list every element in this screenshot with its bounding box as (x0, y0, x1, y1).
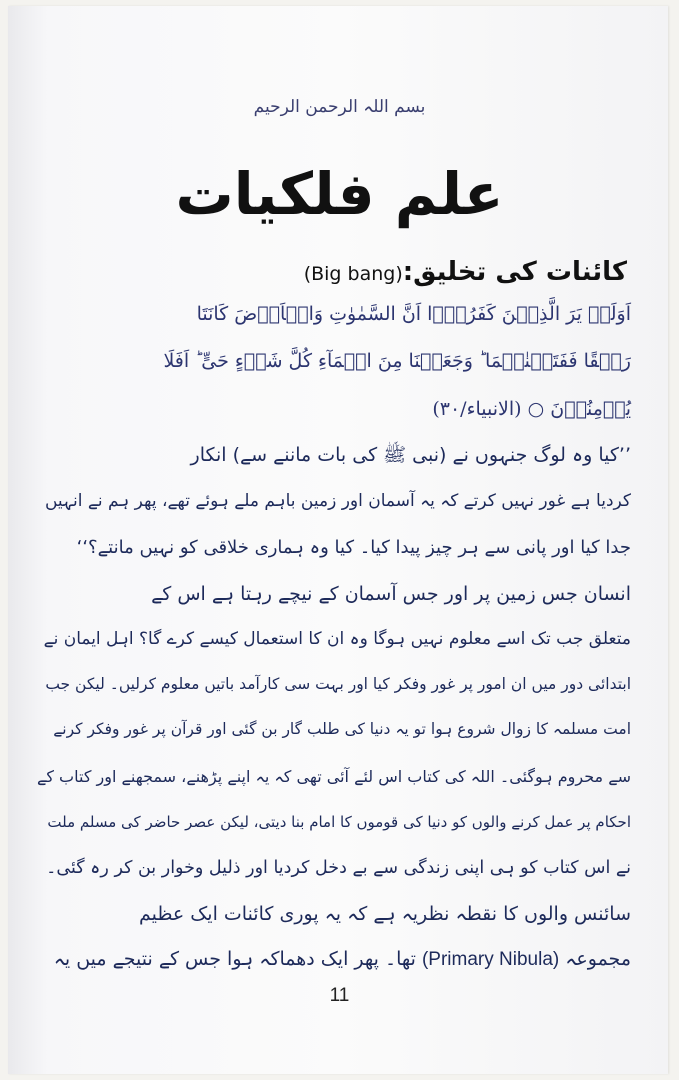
last-line-english: (Primary Nibula) (421, 949, 560, 970)
last-line-after: تھا۔ پھر ایک دھماکہ ہوا جس کے نتیجے میں یہ (53, 948, 416, 970)
verse-line-2: رَتۡقًا فَفَتَقۡنٰہُمَا ؕ وَجَعَلۡنَا مِنَ الۡمَآءِ کُلَّ شَیۡءٍ حَیٍّ ؕ اَفَلَا (163, 350, 631, 372)
page-title: علم فلکیات (175, 160, 504, 228)
body-line: متعلق جب تک اسے معلوم نہیں ہوگا وہ ان کا استعمال کیسے کرے گا؟ اہل ایمان نے (43, 629, 631, 649)
subheading-english: (Big bang) (303, 263, 403, 285)
subheading-urdu: کائنات کی تخلیق: (402, 257, 627, 287)
body-line: انسان جس زمین پر اور جس آسمان کے نیچے رہتا ہے اس کے (151, 583, 631, 605)
body-line: احکام پر عمل کرنے والوں کو دنیا کی قوموں کا امام بنا دیتی، لیکن عصر حاضر کی مسلم ملت (47, 813, 631, 831)
bismillah-heading: بسم اللہ الرحمن الرحیم (253, 97, 426, 117)
body-line: امت مسلمہ کا زوال شروع ہوا تو یہ دنیا کی طلب گار بن گئی اور قرآن پر غور وفکر کرنے (53, 720, 631, 738)
body-line: ’’کیا وہ لوگ جنہوں نے (نبی ﷺ کی بات ماننے سے) انکار (190, 444, 631, 466)
last-line-before: مجموعہ (565, 948, 631, 970)
body-line: جدا کیا اور پانی سے ہر چیز پیدا کیا۔ کیا وہ ہماری خلاقی کو نہیں مانتے؟‘‘ (76, 537, 631, 558)
body-line: سے محروم ہوگئی۔ اللہ کی کتاب اس لئے آئی تھی کہ یہ اپنے پڑھنے، سمجھنے اور کتاب کے (36, 767, 631, 786)
body-line: کردیا ہے غور نہیں کرتے کہ یہ آسمان اور زمین باہم ملے ہوئے تھے، پھر ہم نے انہیں (44, 491, 631, 511)
body-line: ابتدائی دور میں ان امور پر غور وفکر کیا اور بہت سی کارآمد باتیں معلوم کرلیں۔ لیکن جب (45, 675, 631, 693)
verse-line-3: یُؤۡمِنُوۡنَ ○ (الانبیاء/۳۰) (432, 398, 631, 420)
body-line: سائنس والوں کا نقطہ نظریہ ہے کہ یہ پوری کائنات ایک عظیم (138, 903, 631, 925)
body-line: نے اس کتاب کو ہی اپنی زندگی سے بے دخل کردیا اور ذلیل وخوار بن کر رہ گئی۔ (46, 858, 631, 878)
verse-line-1: اَوَلَمۡ یَرَ الَّذِیۡنَ کَفَرُوۡۤا اَنَّ السَّمٰوٰتِ وَالۡاَرۡضَ کَانَتَا (196, 303, 631, 325)
body-line-last (54, 948, 631, 971)
section-subheading (304, 257, 627, 287)
page-number: 11 (329, 985, 350, 1006)
